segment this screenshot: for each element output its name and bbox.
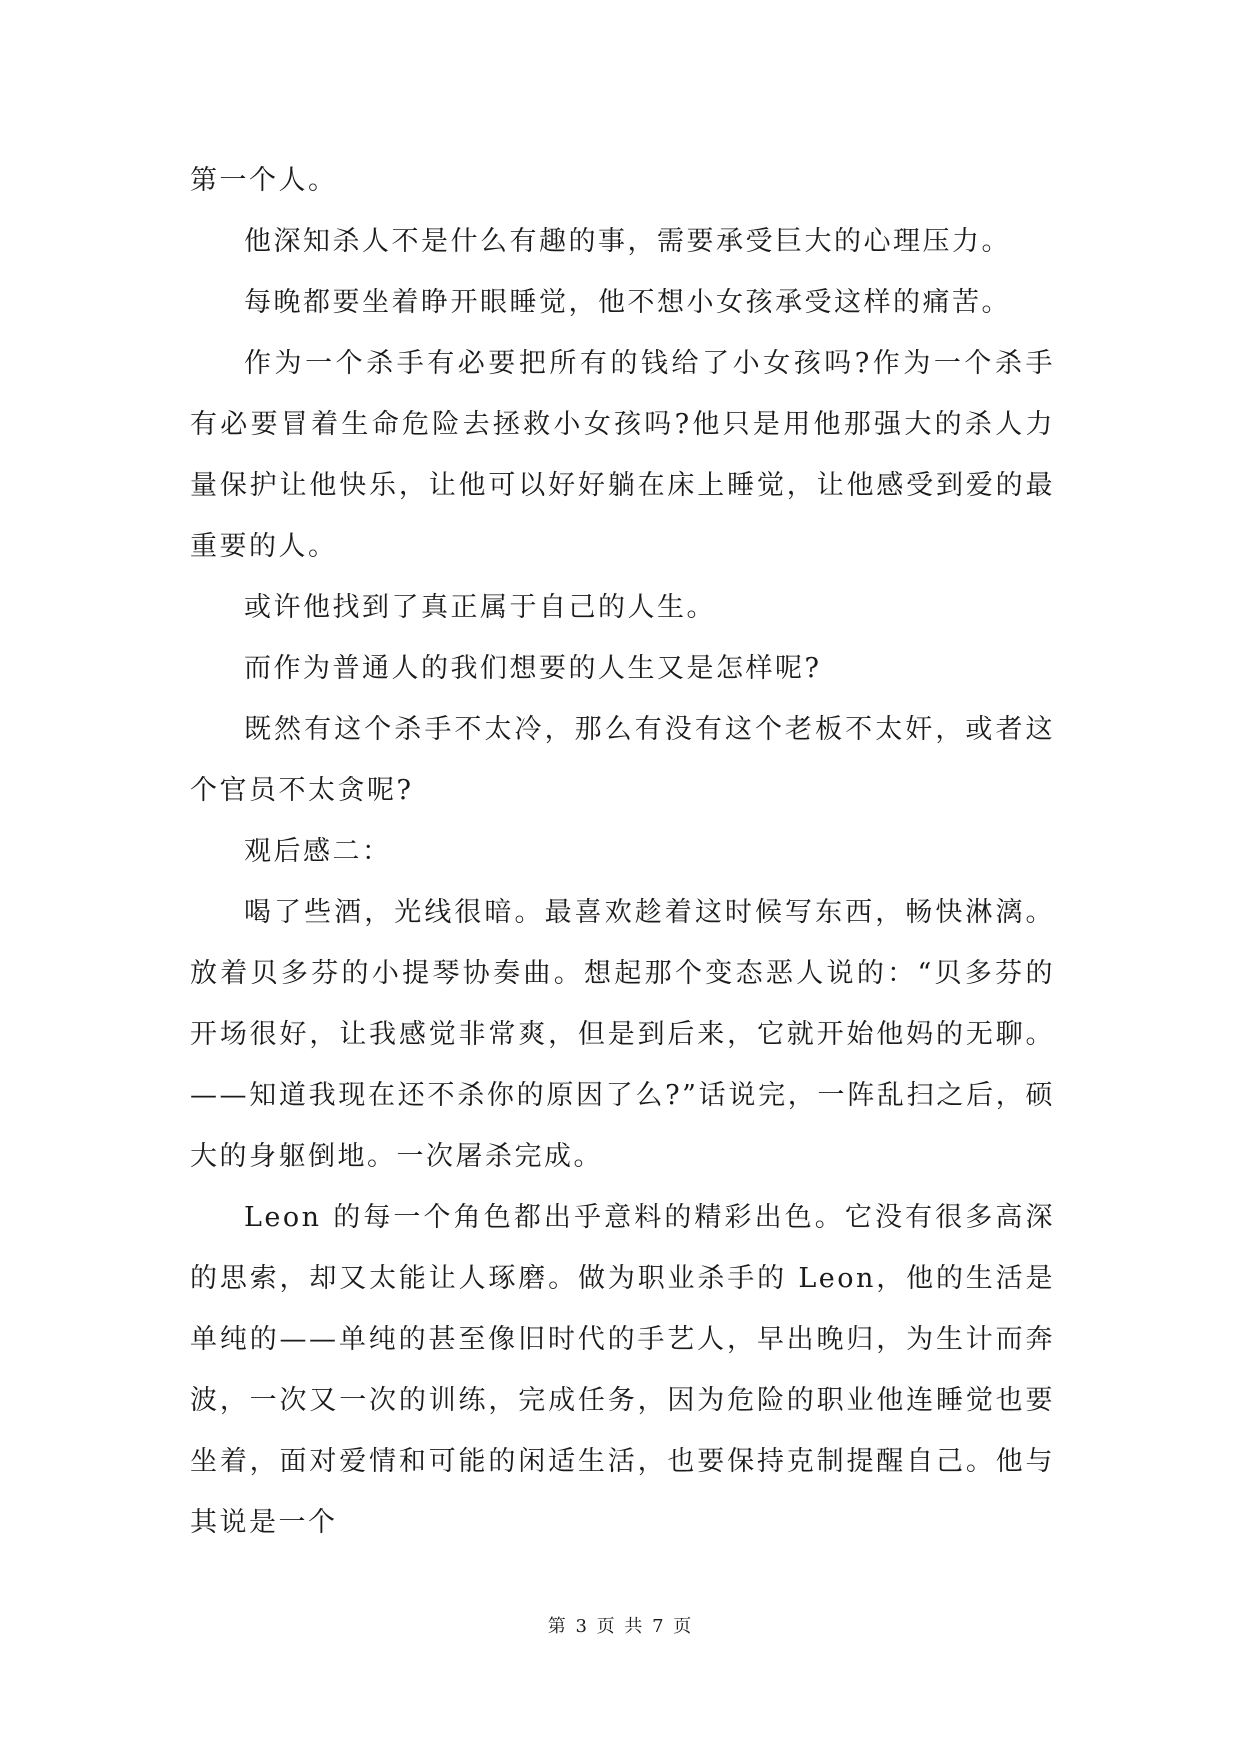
paragraph: Leon 的每一个角色都出乎意料的精彩出色。它没有很多高深的思索，却又太能让人琢磨。做为职业杀手的 Leon，他的生活是单纯的——单纯的甚至像旧时代的手艺人，早出晚归，为生计而奔波，一次又一次的训练，完成任务，因为危险的职业他连睡觉也要坐着，面对爱情和可能的闲适生活，也要保持克制提醒自己。他与其说是一个 [190, 1202, 1055, 1538]
paragraph: 或许他找到了真正属于自己的人生。 [244, 592, 716, 623]
section-heading: 观后感二： [244, 836, 392, 867]
paragraph: 喝了些酒，光线很暗。最喜欢趁着这时候写东西，畅快淋漓。放着贝多芬的小提琴协奏曲。想起那个变态恶人说的：“贝多芬的开场很好，让我感觉非常爽，但是到后来，它就开始他妈的无聊。——知道我现在还不杀你的原因了么?”话说完，一阵乱扫之后，硕大的身躯倒地。一次屠杀完成。 [190, 897, 1055, 1172]
page-number-footer: 第 3 页 共 7 页 [547, 1616, 694, 1637]
paragraph: 他深知杀人不是什么有趣的事，需要承受巨大的心理压力。 [244, 226, 1011, 257]
paragraph: 而作为普通人的我们想要的人生又是怎样呢? [244, 653, 822, 684]
paragraph-continuation: 第一个人。 [190, 165, 338, 196]
paragraph: 作为一个杀手有必要把所有的钱给了小女孩吗?作为一个杀手有必要冒着生命危险去拯救小女孩吗?他只是用他那强大的杀人力量保护让他快乐，让他可以好好躺在床上睡觉，让他感受到爱的最重要的人。 [190, 348, 1055, 562]
body-text [190, 150, 1055, 1553]
paragraph: 既然有这个杀手不太冷，那么有没有这个老板不太奸，或者这个官员不太贪呢? [190, 714, 1055, 806]
paragraph: 每晚都要坐着睁开眼睡觉，他不想小女孩承受这样的痛苦。 [244, 287, 1011, 318]
